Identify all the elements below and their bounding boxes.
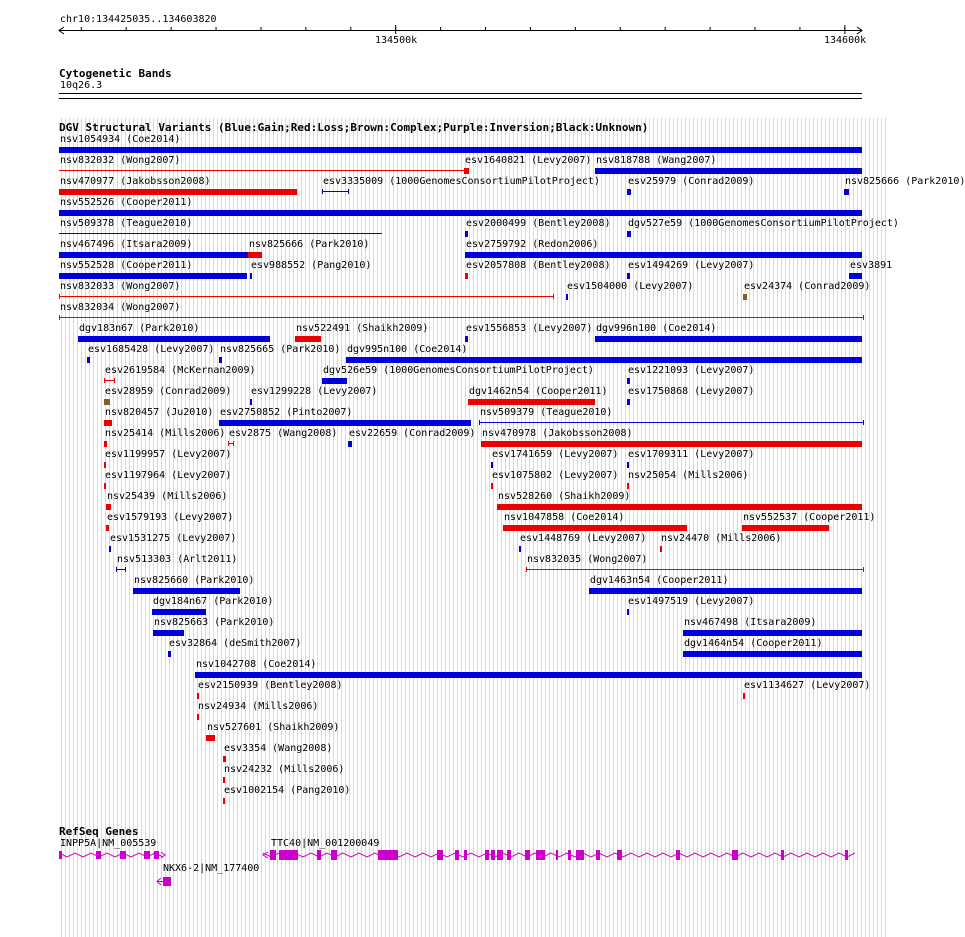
variant-label[interactable]: esv3891 bbox=[850, 260, 893, 271]
variant-label[interactable]: nsv470978 (Jakobsson2008) bbox=[482, 428, 633, 439]
variant-label[interactable]: esv1448769 (Levy2007) bbox=[520, 533, 647, 544]
variant-feature[interactable] bbox=[627, 273, 630, 279]
gene-ttc40-exon[interactable] bbox=[455, 850, 459, 860]
variant-feature[interactable] bbox=[109, 546, 111, 552]
variant-feature[interactable] bbox=[59, 252, 248, 258]
variant-label[interactable]: nsv832032 (Wong2007) bbox=[60, 155, 181, 166]
variant-label[interactable]: nsv552526 (Cooper2011) bbox=[60, 197, 193, 208]
cytoband-label: 10q26.3 bbox=[60, 80, 103, 91]
ruler-tick-label: 134600k bbox=[824, 35, 867, 46]
variant-label[interactable]: nsv509378 (Teague2010) bbox=[60, 218, 193, 229]
variant-label[interactable]: nsv470977 (Jakobsson2008) bbox=[60, 176, 211, 187]
variant-label[interactable]: dgv527e59 (1000GenomesConsortiumPilotProject) bbox=[628, 218, 899, 229]
variant-feature[interactable] bbox=[743, 693, 745, 699]
variant-feature[interactable] bbox=[322, 189, 349, 194]
variant-label[interactable]: nsv552528 (Cooper2011) bbox=[60, 260, 193, 271]
variant-label[interactable]: dgv183n67 (Park2010) bbox=[79, 323, 200, 334]
variant-label[interactable]: nsv832033 (Wong2007) bbox=[60, 281, 181, 292]
variant-label[interactable]: esv2759792 (Redon2006) bbox=[466, 239, 599, 250]
variant-label[interactable]: esv1494269 (Levy2007) bbox=[628, 260, 755, 271]
variant-feature[interactable] bbox=[503, 525, 687, 531]
variant-label[interactable]: nsv25054 (Mills2006) bbox=[628, 470, 749, 481]
gene-inpp5a-exon[interactable] bbox=[59, 851, 62, 859]
gene-ttc40-exon[interactable] bbox=[732, 850, 738, 860]
variant-feature[interactable] bbox=[627, 231, 631, 237]
variant-label[interactable]: nsv825666 (Park2010) bbox=[845, 176, 965, 187]
variant-feature[interactable] bbox=[519, 546, 521, 552]
variant-feature[interactable] bbox=[219, 420, 471, 426]
variant-feature[interactable] bbox=[627, 378, 630, 384]
gene-ttc40-exon[interactable] bbox=[437, 850, 443, 860]
variant-feature[interactable] bbox=[116, 567, 126, 572]
variant-label[interactable]: nsv825660 (Park2010) bbox=[134, 575, 255, 586]
variant-label[interactable]: esv1199957 (Levy2007) bbox=[105, 449, 232, 460]
ruler-tick-label: 134500k bbox=[375, 35, 418, 46]
gene-inpp5a-exon[interactable] bbox=[154, 851, 159, 859]
gene-ttc40-exon[interactable] bbox=[485, 850, 489, 860]
variant-label[interactable]: nsv24470 (Mills2006) bbox=[661, 533, 782, 544]
variant-feature[interactable] bbox=[743, 294, 747, 300]
variant-feature[interactable] bbox=[627, 462, 629, 468]
variant-feature[interactable] bbox=[106, 504, 111, 510]
variant-feature[interactable] bbox=[59, 147, 862, 153]
variant-label[interactable]: esv1579193 (Levy2007) bbox=[107, 512, 234, 523]
variant-label[interactable]: nsv820457 (Ju2010) bbox=[105, 407, 214, 418]
variant-feature[interactable] bbox=[59, 273, 247, 279]
gene-ttc40-exon[interactable] bbox=[270, 850, 276, 860]
variant-label[interactable]: esv1531275 (Levy2007) bbox=[110, 533, 237, 544]
variant-label[interactable]: esv1504000 (Levy2007) bbox=[567, 281, 694, 292]
variant-feature[interactable] bbox=[491, 462, 493, 468]
variant-feature[interactable] bbox=[526, 567, 864, 572]
gene-inpp5a-exon[interactable] bbox=[144, 851, 150, 859]
gene-label-nkx6-2[interactable]: NKX6-2|NM_177400 bbox=[163, 863, 260, 874]
variant-label[interactable]: dgv1462n54 (Cooper2011) bbox=[469, 386, 608, 397]
gene-label-inpp5a[interactable]: INPP5A|NM_005539 bbox=[60, 838, 157, 849]
variant-label[interactable]: esv2875 (Wang2008) bbox=[229, 428, 338, 439]
variant-feature[interactable] bbox=[322, 378, 347, 384]
variant-feature[interactable] bbox=[59, 189, 297, 195]
variant-feature[interactable] bbox=[346, 357, 862, 363]
variant-label[interactable]: esv1741659 (Levy2007) bbox=[492, 449, 619, 460]
variant-label[interactable]: esv28959 (Conrad2009) bbox=[105, 386, 232, 397]
variant-feature[interactable] bbox=[683, 630, 862, 636]
variant-feature[interactable] bbox=[468, 399, 595, 405]
variant-feature[interactable] bbox=[464, 168, 469, 174]
gene-ttc40-exon[interactable] bbox=[464, 850, 467, 860]
gene-ttc40-exon[interactable] bbox=[617, 850, 622, 860]
variant-label[interactable]: esv1197964 (Levy2007) bbox=[105, 470, 232, 481]
gene-label-ttc40[interactable]: TTC40|NM_001200049 bbox=[271, 838, 380, 849]
variant-label[interactable]: dgv1463n54 (Cooper2011) bbox=[590, 575, 729, 586]
variant-label[interactable]: dgv996n100 (Coe2014) bbox=[596, 323, 717, 334]
variant-feature[interactable] bbox=[223, 756, 226, 762]
variant-label[interactable]: nsv25439 (Mills2006) bbox=[107, 491, 228, 502]
variant-feature[interactable] bbox=[195, 672, 862, 678]
variant-label[interactable]: nsv818788 (Wang2007) bbox=[596, 155, 717, 166]
variant-label[interactable]: esv1750868 (Levy2007) bbox=[628, 386, 755, 397]
variant-label[interactable]: esv32864 (deSmith2007) bbox=[169, 638, 302, 649]
variant-label[interactable]: esv3354 (Wang2008) bbox=[224, 743, 333, 754]
variant-label[interactable]: esv22659 (Conrad2009) bbox=[349, 428, 476, 439]
variant-feature[interactable] bbox=[219, 357, 222, 363]
chromosome-location-label: chr10:134425035..134603820 bbox=[60, 14, 217, 25]
variant-feature[interactable] bbox=[465, 252, 862, 258]
variant-label[interactable]: esv2057808 (Bentley2008) bbox=[466, 260, 611, 271]
gene-ttc40-exon[interactable] bbox=[497, 850, 503, 860]
gene-ttc40-exon[interactable] bbox=[317, 850, 321, 860]
variant-feature[interactable] bbox=[479, 420, 864, 425]
gene-inpp5a-exon[interactable] bbox=[120, 851, 126, 859]
gene-ttc40-exon[interactable] bbox=[536, 850, 545, 860]
variant-label[interactable]: esv1134627 (Levy2007) bbox=[744, 680, 871, 691]
variant-feature[interactable] bbox=[59, 170, 469, 171]
variant-feature[interactable] bbox=[197, 693, 199, 699]
variant-label[interactable]: nsv832034 (Wong2007) bbox=[60, 302, 181, 313]
variant-feature[interactable] bbox=[742, 525, 829, 531]
variant-label[interactable]: esv1709311 (Levy2007) bbox=[628, 449, 755, 460]
ruler-scale[interactable] bbox=[0, 0, 890, 60]
variant-feature[interactable] bbox=[106, 525, 109, 531]
gene-ttc40-exon[interactable] bbox=[576, 850, 584, 860]
variant-label[interactable]: nsv527601 (Shaikh2009) bbox=[207, 722, 340, 733]
gene-nkx6-2-exon[interactable] bbox=[163, 877, 171, 886]
variant-label[interactable]: nsv825665 (Park2010) bbox=[220, 344, 341, 355]
variant-label[interactable]: esv1556853 (Levy2007) bbox=[466, 323, 593, 334]
variant-label[interactable]: nsv467496 (Itsara2009) bbox=[60, 239, 193, 250]
variant-feature[interactable] bbox=[595, 336, 862, 342]
variant-feature[interactable] bbox=[104, 399, 110, 405]
variant-label[interactable]: esv1685428 (Levy2007) bbox=[88, 344, 215, 355]
variant-feature[interactable] bbox=[248, 252, 262, 258]
variant-feature[interactable] bbox=[59, 210, 862, 216]
variant-label[interactable]: esv1075802 (Levy2007) bbox=[492, 470, 619, 481]
variant-label[interactable]: dgv995n100 (Coe2014) bbox=[347, 344, 468, 355]
variant-label[interactable]: esv1002154 (Pang2010) bbox=[224, 785, 351, 796]
variant-feature[interactable] bbox=[627, 399, 630, 405]
variant-label[interactable]: nsv509379 (Teague2010) bbox=[480, 407, 613, 418]
variant-feature[interactable] bbox=[206, 735, 215, 741]
variant-feature[interactable] bbox=[197, 714, 199, 720]
gene-ttc40-exon[interactable] bbox=[676, 850, 680, 860]
variant-label[interactable]: nsv528260 (Shaikh2009) bbox=[498, 491, 631, 502]
variant-feature[interactable] bbox=[497, 504, 862, 510]
cytoband-bar-lower bbox=[59, 98, 862, 99]
variant-feature[interactable] bbox=[348, 441, 352, 447]
gene-ttc40-exon[interactable] bbox=[378, 850, 398, 860]
variant-feature[interactable] bbox=[133, 588, 240, 594]
gene-ttc40-exon[interactable] bbox=[507, 850, 511, 860]
variant-feature[interactable] bbox=[104, 378, 115, 383]
variant-label[interactable]: nsv24934 (Mills2006) bbox=[198, 701, 319, 712]
variant-label[interactable]: nsv825666 (Park2010) bbox=[249, 239, 370, 250]
variant-label[interactable]: esv1299228 (Levy2007) bbox=[251, 386, 378, 397]
strand-arrow-icon bbox=[161, 852, 165, 858]
cytogenetic-bands-title: Cytogenetic Bands bbox=[59, 67, 172, 80]
gene-ttc40-exon[interactable] bbox=[781, 850, 784, 860]
variant-feature[interactable] bbox=[104, 462, 106, 468]
variant-feature[interactable] bbox=[59, 315, 864, 320]
variant-label[interactable]: dgv526e59 (1000GenomesConsortiumPilotProject) bbox=[323, 365, 594, 376]
variant-label[interactable]: nsv832035 (Wong2007) bbox=[527, 554, 648, 565]
gene-ttc40-exon[interactable] bbox=[556, 850, 558, 860]
variant-label[interactable]: nsv1042708 (Coe2014) bbox=[196, 659, 317, 670]
variant-label[interactable]: dgv184n67 (Park2010) bbox=[153, 596, 274, 607]
variant-feature[interactable] bbox=[59, 233, 382, 234]
variant-feature[interactable] bbox=[491, 483, 493, 489]
variant-feature[interactable] bbox=[223, 798, 225, 804]
gene-ttc40-exon[interactable] bbox=[331, 850, 337, 860]
variant-feature[interactable] bbox=[152, 609, 206, 615]
variant-feature[interactable] bbox=[104, 420, 112, 426]
refseq-genes-graphic bbox=[0, 845, 890, 905]
cytoband-bar[interactable] bbox=[59, 93, 862, 94]
variant-label[interactable]: nsv24232 (Mills2006) bbox=[224, 764, 345, 775]
gene-ttc40-exon[interactable] bbox=[596, 850, 600, 860]
variant-feature[interactable] bbox=[153, 630, 184, 636]
variant-label[interactable]: esv2150939 (Bentley2008) bbox=[198, 680, 343, 691]
dgv-track-title: DGV Structural Variants (Blue:Gain;Red:Loss;Brown:Complex;Purple:Inversion;Black:Unknown) bbox=[59, 121, 649, 134]
gene-ttc40-exon[interactable] bbox=[525, 850, 530, 860]
variant-feature[interactable] bbox=[250, 399, 252, 405]
variant-feature[interactable] bbox=[78, 336, 270, 342]
variant-feature[interactable] bbox=[627, 189, 631, 195]
variant-label[interactable]: nsv1047858 (Coe2014) bbox=[504, 512, 625, 523]
variant-label[interactable]: nsv513303 (Arlt2011) bbox=[117, 554, 238, 565]
variant-label[interactable]: esv988552 (Pang2010) bbox=[251, 260, 372, 271]
variant-feature[interactable] bbox=[104, 483, 106, 489]
variant-feature[interactable] bbox=[465, 273, 468, 279]
variant-feature[interactable] bbox=[168, 651, 171, 657]
variant-label[interactable]: nsv1054934 (Coe2014) bbox=[60, 134, 181, 145]
variant-feature[interactable] bbox=[844, 189, 849, 195]
gene-ttc40-exon[interactable] bbox=[279, 850, 298, 860]
variant-feature[interactable] bbox=[627, 483, 629, 489]
gene-ttc40-intron bbox=[263, 853, 855, 857]
gene-inpp5a-exon[interactable] bbox=[96, 851, 101, 859]
variant-label[interactable]: nsv825663 (Park2010) bbox=[154, 617, 275, 628]
variant-label[interactable]: esv24374 (Conrad2009) bbox=[744, 281, 871, 292]
variant-feature[interactable] bbox=[59, 294, 554, 299]
variant-feature[interactable] bbox=[465, 336, 468, 342]
gene-ttc40-exon[interactable] bbox=[845, 850, 848, 860]
variant-label[interactable]: esv1221093 (Levy2007) bbox=[628, 365, 755, 376]
variant-label[interactable]: esv2750852 (Pinto2007) bbox=[220, 407, 353, 418]
gene-ttc40-exon[interactable] bbox=[491, 850, 495, 860]
variant-label[interactable]: nsv25414 (Mills2006) bbox=[105, 428, 226, 439]
variant-feature[interactable] bbox=[250, 273, 252, 279]
variant-feature[interactable] bbox=[627, 609, 629, 615]
variant-feature[interactable] bbox=[589, 588, 862, 594]
variant-label[interactable]: esv1497519 (Levy2007) bbox=[628, 596, 755, 607]
variant-label[interactable]: dgv1464n54 (Cooper2011) bbox=[684, 638, 823, 649]
variant-feature[interactable] bbox=[87, 357, 90, 363]
variant-feature[interactable] bbox=[683, 651, 862, 657]
variant-feature[interactable] bbox=[104, 441, 107, 447]
variant-label[interactable]: esv25979 (Conrad2009) bbox=[628, 176, 755, 187]
variant-label[interactable]: esv3335009 (1000GenomesConsortiumPilotProject) bbox=[323, 176, 600, 187]
refseq-track-title: RefSeq Genes bbox=[59, 825, 139, 838]
variant-feature[interactable] bbox=[849, 273, 862, 279]
variant-feature[interactable] bbox=[595, 168, 862, 174]
variant-label[interactable]: esv2619584 (McKernan2009) bbox=[105, 365, 256, 376]
variant-feature[interactable] bbox=[228, 441, 234, 446]
variant-label[interactable]: nsv552537 (Cooper2011) bbox=[743, 512, 876, 523]
variant-feature[interactable] bbox=[295, 336, 321, 342]
variant-feature[interactable] bbox=[223, 777, 225, 783]
variant-label[interactable]: nsv467498 (Itsara2009) bbox=[684, 617, 817, 628]
variant-label[interactable]: nsv522491 (Shaikh2009) bbox=[296, 323, 429, 334]
variant-feature[interactable] bbox=[660, 546, 662, 552]
variant-feature[interactable] bbox=[465, 231, 468, 237]
variant-label[interactable]: esv2000499 (Bentley2008) bbox=[466, 218, 611, 229]
variant-label[interactable]: esv1640821 (Levy2007) bbox=[465, 155, 592, 166]
variant-feature[interactable] bbox=[481, 441, 862, 447]
variant-feature[interactable] bbox=[566, 294, 568, 300]
gene-ttc40-exon[interactable] bbox=[568, 850, 571, 860]
